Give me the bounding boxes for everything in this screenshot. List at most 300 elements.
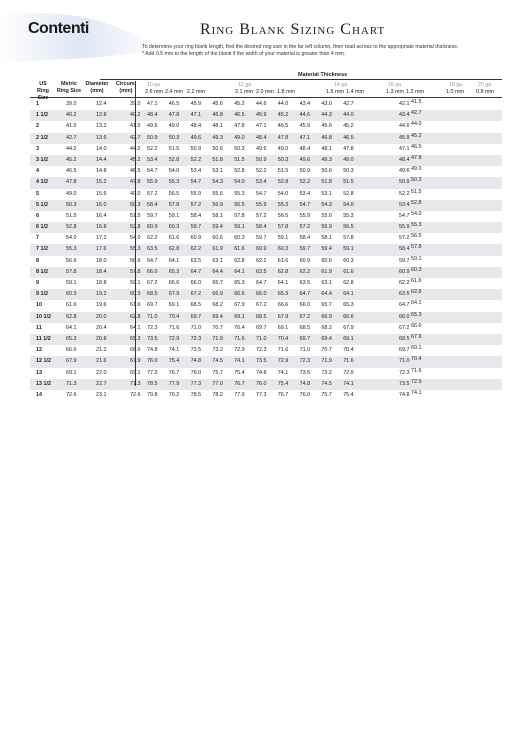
metric-size-cell: 46.5 [66,168,77,175]
blank-length-cell: 47.1 [299,134,311,141]
blank-length-cell: 52.2 [299,179,311,186]
gauge-label: 14 ga. [334,82,349,88]
blank-length-cell: 63.5 [256,268,267,275]
blank-length-cell: 76.7 [234,380,245,387]
blank-length-cell: 58.1 [212,212,223,219]
blank-length-cell: 70.4 [277,335,289,342]
blank-length-cell: 62.2 [299,268,311,275]
blank-length-cell: 67.9 [411,333,422,340]
blank-length-cell: 54.7 [190,179,202,186]
blank-length-cell: 44.6 [399,123,410,130]
blank-length-cell: 57.2 [256,212,267,219]
metric-size-cell: 67.9 [66,358,77,365]
blank-length-cell: 52.8 [168,156,180,163]
blank-length-cell: 56.5 [277,212,289,219]
blank-length-cell: 65.3 [277,291,289,298]
blank-length-cell: 49.6 [399,168,410,175]
blank-length-cell: 49.0 [277,145,289,152]
blank-length-cell: 79.2 [168,391,180,398]
blank-length-cell: 78.2 [212,391,223,398]
blank-length-cell: 48.4 [399,156,410,163]
blank-length-cell: 66.6 [411,322,422,329]
diameter-cell: 19.2 [96,291,107,298]
circumference-cell: 46.5 [130,168,141,175]
blank-length-cell: 71.0 [399,358,410,365]
diameter-cell: 18.8 [96,280,107,286]
blank-length-cell: 63.5 [299,280,311,286]
blank-length-cell: 64.1 [234,268,245,275]
blank-length-cell: 71.0 [147,313,158,320]
blank-length-cell: 60.9 [256,246,267,253]
blank-length-cell: 59.7 [299,246,311,253]
circumference-cell: 56.6 [130,257,141,264]
circum-divider [135,81,136,386]
blank-length-cell: 51.5 [168,145,180,152]
circumference-cell: 62.8 [130,313,141,320]
blank-length-cell: 59.1 [411,255,422,262]
gauge-label: 12 ga. [238,82,253,88]
blank-length-cell: 74.1 [277,369,289,376]
metric-size-cell: 66.6 [66,347,77,354]
circumference-cell: 51.5 [130,212,141,219]
blank-length-cell: 44.0 [411,121,422,128]
blank-length-cell: 65.3 [234,280,245,286]
diameter-cell: 14.0 [96,145,107,152]
blank-length-cell: 49.0 [234,134,245,141]
table-row [30,200,502,211]
blank-length-cell: 74.5 [212,358,223,365]
blank-length-cell: 62.2 [399,280,410,286]
blank-length-cell: 47.1 [190,112,202,119]
blank-length-cell: 58.4 [190,212,202,219]
blank-length-cell: 50.9 [299,168,311,175]
blank-length-cell: 42.7 [343,101,354,107]
diameter-cell: 14.4 [96,156,107,163]
page-title: Ring Blank Sizing Chart [200,21,386,38]
diameter-cell: 18.4 [96,268,107,275]
blank-length-cell: 75.7 [321,391,332,398]
blank-length-cell: 54.0 [277,190,289,197]
blank-length-cell: 63.1 [212,257,223,264]
thickness-label: 1.3 mm [386,89,404,95]
us-size-cell: 12 1/2 [36,358,51,365]
blank-length-cell: 76.7 [277,391,289,398]
us-size-cell: 5 [36,190,39,197]
us-size-cell: 10 [36,302,42,309]
table-row [30,334,502,345]
blank-length-cell: 52.8 [234,168,245,175]
blank-length-cell: 71.6 [277,347,289,354]
us-size-cell: 4 1/2 [36,179,48,186]
blank-length-cell: 43.4 [299,101,311,107]
diameter-cell: 21.6 [96,358,107,365]
blank-length-cell: 66.9 [321,313,332,320]
blank-length-cell: 60.9 [190,235,202,242]
blank-length-cell: 64.4 [212,268,223,275]
header-diameter-line2: (mm) [90,88,104,94]
metric-size-cell: 64.1 [66,324,77,331]
blank-length-cell: 76.7 [168,369,180,376]
header-metric [56,81,82,95]
blank-length-cell: 69.7 [299,335,311,342]
blank-length-cell: 71.6 [234,335,245,342]
blank-length-cell: 59.4 [212,224,223,231]
gauge-label: 20 ga. [478,82,493,88]
blank-length-cell: 72.9 [343,369,354,376]
blank-length-cell: 59.7 [399,257,410,264]
header-metric-line1: Metric [61,81,77,87]
table-row [30,177,502,188]
blank-length-cell: 64.4 [321,291,332,298]
blank-length-cell: 70.4 [411,356,422,363]
blank-length-cell: 50.3 [343,168,354,175]
table-row [30,222,502,233]
blank-length-cell: 66.0 [299,302,311,309]
table-row [30,368,502,379]
blank-length-cell: 76.0 [256,380,267,387]
us-size-cell: 13 [36,369,42,376]
blank-length-cell: 72.3 [256,347,267,354]
blank-length-cell: 69.7 [399,347,410,354]
thickness-label: 1.6 mm [326,89,344,95]
blank-length-cell: 74.8 [256,369,267,376]
table-row [30,244,502,255]
blank-length-cell: 50.9 [399,179,410,186]
us-size-cell: 11 1/2 [36,335,51,342]
metric-size-cell: 72.6 [66,391,77,398]
blank-length-cell: 72.3 [147,324,158,331]
blank-length-cell: 61.6 [411,278,422,284]
blank-length-cell: 57.8 [234,212,245,219]
blank-length-cell: 59.1 [277,235,289,242]
thickness-label: 0.8 mm [476,89,494,95]
blank-length-cell: 74.8 [190,358,202,365]
blank-length-cell: 47.8 [343,145,354,152]
blank-length-cell: 70.7 [321,347,332,354]
circumference-cell: 44.0 [130,145,141,152]
metric-size-cell: 69.1 [66,369,77,376]
diameter-cell: 17.6 [96,246,107,253]
blank-length-cell: 55.9 [190,190,202,197]
blank-length-cell: 74.8 [299,380,311,387]
table-row [30,300,502,311]
blank-length-cell: 66.9 [212,291,223,298]
blank-length-cell: 49.0 [343,156,354,163]
diameter-cell: 16.0 [96,201,107,208]
blank-length-cell: 53.1 [212,168,223,175]
blank-length-cell: 68.5 [256,313,267,320]
blank-length-cell: 77.9 [234,391,245,398]
blank-length-cell: 55.3 [234,190,245,197]
table-row [30,99,502,110]
blank-length-cell: 58.4 [256,224,267,231]
blank-length-cell: 52.2 [147,145,158,152]
blank-length-cell: 46.5 [168,101,180,107]
header-us-line1: US [39,81,47,87]
us-size-cell: 6 [36,212,39,219]
diameter-cell: 20.0 [96,313,107,320]
blank-length-cell: 46.5 [411,143,422,150]
blank-length-cell: 47.8 [277,134,289,141]
blank-length-cell: 49.0 [411,166,422,173]
blank-length-cell: 65.7 [212,280,223,286]
header-circum-line2: (mm) [119,88,133,94]
blank-length-cell: 54.3 [212,179,223,186]
blank-length-cell: 45.9 [299,123,311,130]
blank-length-cell: 51.5 [234,156,245,163]
blank-length-cell: 71.0 [299,347,311,354]
blank-length-cell: 48.4 [190,123,202,130]
blank-length-cell: 47.1 [256,123,267,130]
blank-length-cell: 52.2 [256,168,267,175]
blank-length-cell: 48.1 [212,123,223,130]
blank-length-cell: 67.9 [343,324,354,331]
blank-length-cell: 56.5 [168,190,180,197]
blank-length-cell: 68.5 [399,335,410,342]
blank-length-cell: 69.1 [343,335,354,342]
sizing-table [30,99,502,401]
blank-length-cell: 57.2 [299,224,311,231]
blank-length-cell: 71.6 [343,358,354,365]
blank-length-cell: 73.2 [212,347,223,354]
blank-length-cell: 56.5 [411,233,422,240]
blank-length-cell: 67.2 [299,313,311,320]
blank-length-cell: 53.4 [399,201,410,208]
blank-length-cell: 57.8 [277,224,289,231]
blank-length-cell: 76.0 [299,391,311,398]
blank-length-cell: 55.3 [168,179,180,186]
blank-length-cell: 46.5 [343,134,354,141]
blank-length-cell: 49.3 [321,156,332,163]
circumference-cell: 39.0 [130,101,141,107]
blank-length-cell: 53.4 [147,156,158,163]
blank-length-cell: 61.6 [343,268,354,275]
diameter-cell: 20.8 [96,335,107,342]
blank-length-cell: 50.3 [411,177,422,184]
metric-size-cell: 42.7 [66,134,77,141]
blank-length-cell: 79.8 [147,391,158,398]
blank-length-cell: 71.0 [256,335,267,342]
blank-length-cell: 67.9 [234,302,245,309]
us-size-cell: 3 1/2 [36,156,48,163]
blank-length-cell: 51.5 [411,188,422,195]
blank-length-cell: 54.7 [399,212,410,219]
blank-length-cell: 71.6 [411,367,422,374]
blank-length-cell: 45.9 [256,112,267,119]
blank-length-cell: 52.8 [343,190,354,197]
header-diameter [84,81,110,95]
blank-length-cell: 63.5 [147,246,158,253]
blank-length-cell: 63.5 [399,291,410,298]
blank-length-cell: 51.5 [277,168,289,175]
table-row [30,133,502,144]
header-rule [30,97,502,98]
blank-length-cell: 60.6 [212,235,223,242]
blank-length-cell: 70.4 [343,347,354,354]
blank-length-cell: 64.7 [256,280,267,286]
blank-length-cell: 45.6 [321,123,332,130]
blank-length-cell: 55.3 [277,201,289,208]
thickness-label: 1.8 mm [277,89,295,95]
blank-length-cell: 47.8 [411,154,422,161]
metric-size-cell: 41.5 [66,123,77,130]
metric-size-cell: 51.5 [66,212,77,219]
blank-length-cell: 66.6 [168,280,180,286]
blank-length-cell: 44.6 [299,112,311,119]
circumference-cell: 47.8 [130,179,141,186]
blank-length-cell: 50.9 [256,156,267,163]
diameter-cell: 15.2 [96,179,107,186]
blank-length-cell: 61.6 [234,246,245,253]
blank-length-cell: 47.1 [147,101,158,107]
blank-length-cell: 57.2 [399,235,410,242]
blank-length-cell: 69.4 [212,313,223,320]
us-size-cell: 3 [36,145,39,152]
blank-length-cell: 72.9 [234,347,245,354]
blank-length-cell: 47.1 [399,145,410,152]
blank-length-cell: 71.9 [212,335,223,342]
metric-size-cell: 44.0 [66,145,77,152]
diameter-cell: 15.6 [96,190,107,197]
diameter-cell: 23.1 [96,391,107,398]
blank-length-cell: 76.0 [147,358,158,365]
gauge-label: 10 ga. [147,82,162,88]
blank-length-cell: 60.3 [234,235,245,242]
blank-length-cell: 45.6 [212,101,223,107]
blank-length-cell: 51.5 [343,179,354,186]
blank-length-cell: 55.9 [147,179,158,186]
blank-length-cell: 50.9 [147,134,158,141]
blank-length-cell: 63.1 [321,280,332,286]
diameter-cell: 17.2 [96,235,107,242]
blank-length-cell: 66.0 [147,268,158,275]
blank-length-cell: 55.9 [299,212,311,219]
blank-length-cell: 44.6 [256,101,267,107]
circumference-cell: 65.3 [130,335,141,342]
material-thickness-rule [100,79,502,80]
blank-length-cell: 49.3 [212,134,223,141]
metric-size-cell: 54.0 [66,235,77,242]
blank-length-cell: 66.6 [234,291,245,298]
blank-length-cell: 68.5 [190,302,202,309]
blank-length-cell: 51.8 [321,179,332,186]
blank-length-cell: 56.5 [234,201,245,208]
blank-length-cell: 46.8 [321,134,332,141]
circumference-cell: 55.3 [130,246,141,253]
blank-length-cell: 64.1 [411,300,422,307]
blank-length-cell: 57.8 [411,244,422,251]
thickness-label: 1.2 mm [406,89,424,95]
table-row [30,121,502,132]
blank-length-cell: 46.8 [212,112,223,119]
blank-length-cell: 48.4 [256,134,267,141]
blank-length-cell: 60.3 [411,266,422,273]
metric-size-cell: 50.3 [66,201,77,208]
blank-length-cell: 56.9 [212,201,223,208]
blank-length-cell: 78.5 [190,391,202,398]
blank-length-cell: 62.8 [343,280,354,286]
us-size-cell: 13 1/2 [36,380,51,387]
blank-length-cell: 59.1 [343,246,354,253]
circumference-cell: 67.9 [130,358,141,365]
diameter-cell: 22.0 [96,369,107,376]
blank-length-cell: 50.6 [212,145,223,152]
blank-length-cell: 42.1 [399,101,410,107]
blank-length-cell: 69.1 [411,345,422,352]
blank-length-cell: 67.2 [256,302,267,309]
diameter-cell: 13.6 [96,134,107,141]
blank-length-cell: 69.7 [147,302,158,309]
table-row [30,110,502,121]
blank-length-cell: 70.4 [234,324,245,331]
circumference-cell: 50.3 [130,201,141,208]
blank-length-cell: 69.1 [234,313,245,320]
diameter-cell: 20.4 [96,324,107,331]
us-size-cell: 2 [36,123,39,130]
header-diameter-line1: Diameter [85,81,109,87]
blank-length-cell: 71.6 [168,324,180,331]
diameter-cell: 19.6 [96,302,107,309]
blank-length-cell: 60.3 [343,257,354,264]
blank-length-cell: 53.4 [190,168,202,175]
brand-logo [28,20,89,38]
blank-length-cell: 77.0 [212,380,223,387]
blank-length-cell: 72.9 [411,378,422,385]
blank-length-cell: 64.1 [168,257,180,264]
circumference-cell: 42.7 [130,134,141,141]
blank-length-cell: 65.3 [343,302,354,309]
blank-length-cell: 64.1 [343,291,354,298]
metric-size-cell: 57.8 [66,268,77,275]
blank-length-cell: 65.3 [168,268,180,275]
blank-length-cell: 72.3 [299,358,311,365]
circumference-cell: 61.6 [130,302,141,309]
blank-length-cell: 49.0 [168,123,180,130]
blank-length-cell: 71.9 [321,358,332,365]
blank-length-cell: 55.9 [256,201,267,208]
circumference-cell: 40.2 [130,112,141,119]
blank-length-cell: 63.5 [190,257,202,264]
blank-length-cell: 75.4 [277,380,289,387]
blank-length-cell: 62.2 [256,257,267,264]
table-row [30,166,502,177]
blank-length-cell: 64.7 [399,302,410,309]
brand-name: Contenti [28,20,89,37]
blank-length-cell: 74.1 [234,358,245,365]
blank-length-cell: 66.0 [399,313,410,320]
blank-length-cell: 58.4 [299,235,311,242]
metric-size-cell: 47.8 [66,179,77,186]
table-row [30,345,502,356]
blank-length-cell: 49.6 [299,156,311,163]
table-row [30,278,502,289]
blank-length-cell: 60.9 [399,268,410,275]
blank-length-cell: 75.4 [168,358,180,365]
circumference-cell: 52.8 [130,224,141,231]
blank-length-cell: 50.3 [168,134,180,141]
blank-length-cell: 58.4 [399,246,410,253]
blank-length-cell: 46.5 [277,123,289,130]
circumference-cell: 72.6 [130,391,141,398]
circumference-cell: 41.5 [130,123,141,130]
blank-length-cell: 41.5 [411,99,422,105]
blank-length-cell: 72.9 [277,358,289,365]
blank-length-cell: 73.5 [190,347,202,354]
blank-length-cell: 74.1 [168,347,180,354]
blank-length-cell: 73.5 [399,380,410,387]
blank-length-cell: 55.6 [321,212,332,219]
blank-length-cell: 62.8 [234,257,245,264]
